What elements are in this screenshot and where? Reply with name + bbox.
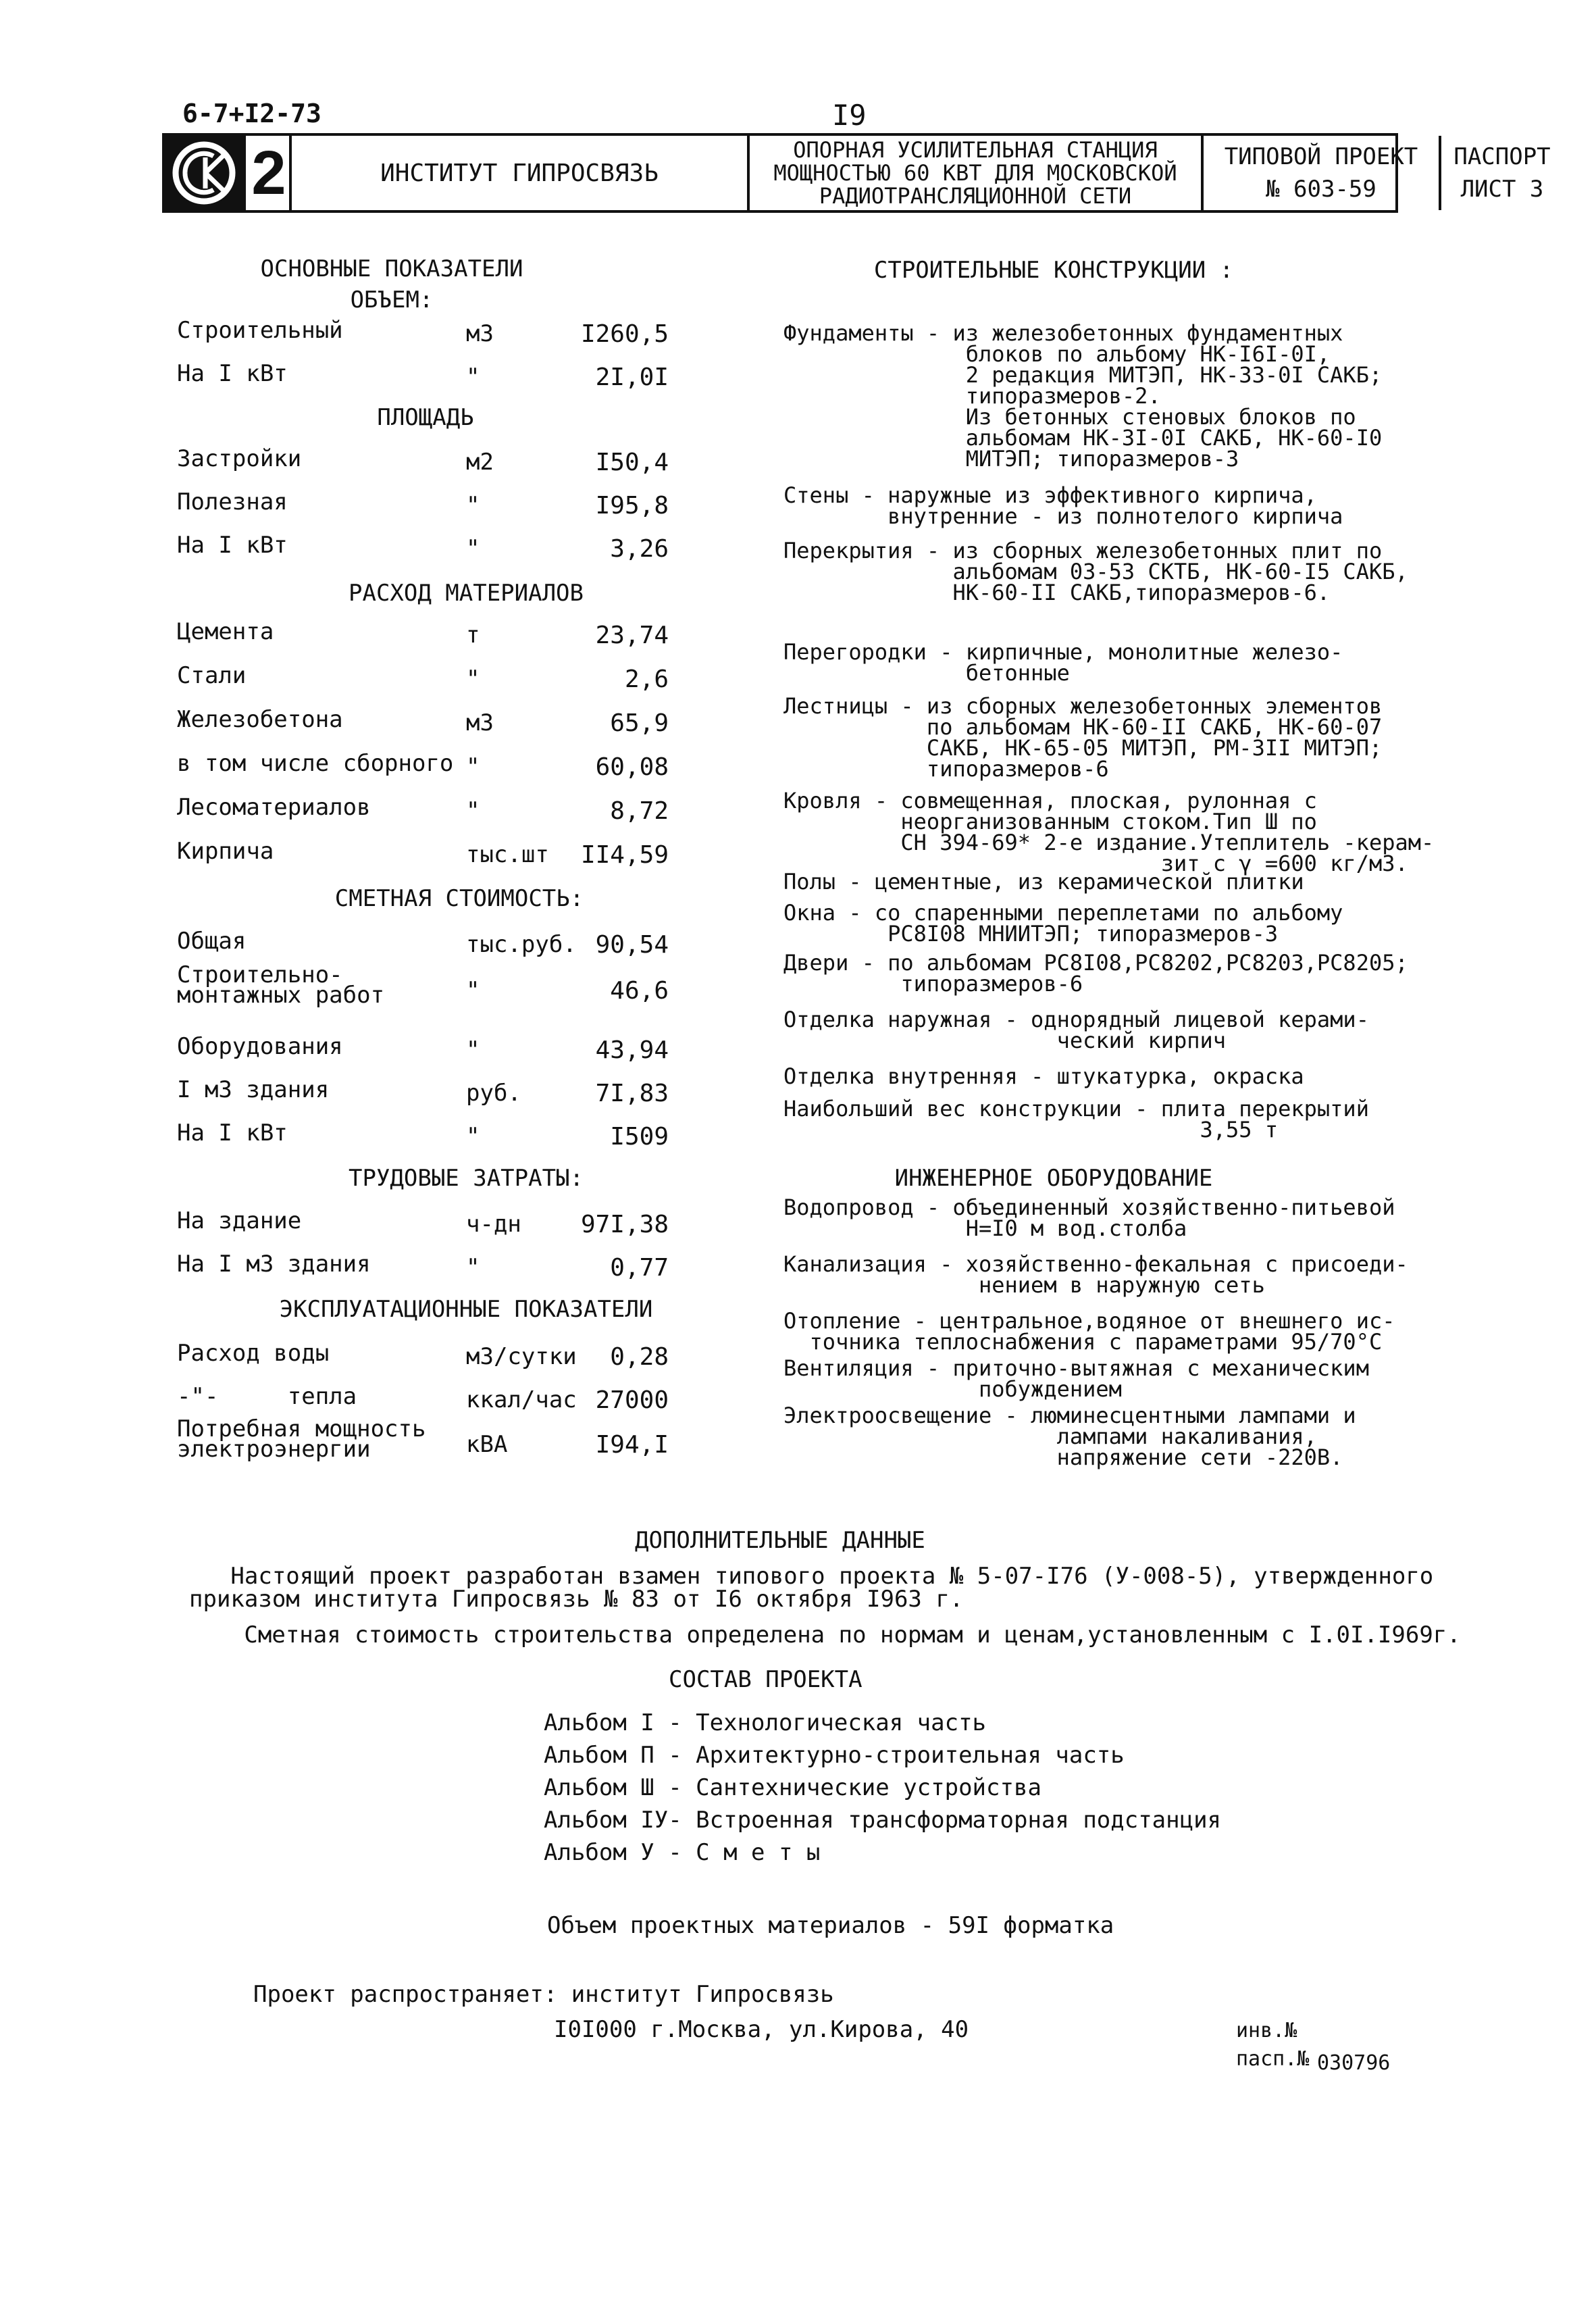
indicator-unit: " — [466, 1254, 480, 1281]
album-item: Альбом Ш - Сантехнические устройства — [544, 1774, 1041, 1801]
area-title: ПЛОЩАДЬ — [377, 404, 474, 431]
indicator-unit: " — [466, 753, 480, 780]
indicator-value: 7I,83 — [595, 1080, 669, 1107]
engineering-title: ИНЖЕНЕРНОЕ ОБОРУДОВАНИЕ — [894, 1165, 1213, 1192]
construction-item: Окна - со спаренными переплетами по альбому РС8I08 МНИИТЭП; типоразмеров-3 — [783, 900, 1343, 947]
indicator-value: I260,5 — [580, 320, 669, 348]
indicator-unit: " — [466, 797, 480, 824]
indicator-unit: " — [466, 1123, 480, 1150]
logo-emblem — [165, 136, 246, 210]
construction-item: Кровля - совмещенная, плоская, рулонная с неорганизованным стоком.Тип Ш по СН 394-69* 2-е издание.Утеплитель -керам- зит с γ =600 кг/м3. — [783, 788, 1435, 876]
passport-number-label: пасп.№ — [1236, 2047, 1310, 2071]
indicator-label: Стали — [177, 662, 247, 689]
indicator-unit: руб. — [466, 1080, 521, 1107]
extra-data-paragraph1: Настоящий проект разработан взамен типового проекта № 5-07-I76 (У-008-5), утвержденного приказом института Гипросвязь № 83 от I6 октября I963 г. — [189, 1563, 1434, 1613]
indicator-label: Общая — [177, 928, 247, 955]
type-project-number: № 603-59 — [1266, 176, 1376, 203]
album-item: Альбом П - Архитектурно-строительная часть — [544, 1742, 1125, 1769]
indicator-value: I509 — [610, 1123, 669, 1151]
project-title-line1: ОПОРНАЯ УСИЛИТЕЛЬНАЯ СТАНЦИЯ — [793, 137, 1158, 163]
engineering-item: Отопление - центральное,водяное от внешнего ис- точника теплоснабжения с параметрами 95/70°С — [783, 1308, 1395, 1355]
engineering-item: Вентиляция - приточно-вытяжная с механическим побуждением — [783, 1355, 1369, 1402]
indicator-unit: " — [466, 1036, 480, 1063]
indicator-unit: " — [466, 977, 480, 1004]
indicator-label: Строительный — [177, 317, 343, 344]
indicator-value: 90,54 — [595, 931, 669, 959]
indicator-value: I50,4 — [595, 449, 669, 476]
indicator-value: I94,I — [595, 1431, 669, 1459]
album-item: Альбом I - Технологическая часть — [544, 1709, 987, 1736]
construction-item: Полы - цементные, из керамической плитки — [783, 869, 1304, 895]
indicator-value: 2,6 — [624, 665, 669, 693]
indicator-label: I м3 здания — [177, 1076, 330, 1103]
materials-title: РАСХОД МАТЕРИАЛОВ — [349, 580, 584, 607]
sk-logo-icon — [165, 136, 246, 210]
indicator-value: 23,74 — [595, 622, 669, 649]
passport-number: 030796 — [1317, 2051, 1391, 2075]
indicator-unit: м2 — [466, 449, 494, 476]
logo-cell — [165, 136, 292, 210]
type-project-label: ТИПОВОЙ ПРОЕКТ — [1224, 143, 1418, 170]
indicator-unit: кВА — [466, 1431, 508, 1458]
type-project — [1204, 136, 1441, 210]
indicator-value: 0,77 — [610, 1254, 669, 1282]
indicator-label: На I кВт — [177, 1120, 288, 1147]
construction-item: Перекрытия - из сборных железобетонных плит по альбомам 03-53 СКТБ, НК-60-I5 САКБ, НК-60-II САКБ,типоразмеров-6. — [783, 538, 1408, 605]
indicator-value: 46,6 — [610, 977, 669, 1005]
indicator-value: 27000 — [595, 1386, 669, 1414]
construction-item: Двери - по альбомам РС8I08,РС8202,РС8203,РС8205; типоразмеров-6 — [783, 950, 1408, 997]
labor-title: ТРУДОВЫЕ ЗАТРАТЫ: — [349, 1165, 584, 1192]
indicator-label: Застройки — [177, 445, 302, 472]
indicator-unit: м3 — [466, 320, 494, 347]
indicator-label: Полезная — [177, 488, 288, 515]
passport-sheet: ЛИСТ 3 — [1460, 176, 1544, 203]
indicator-value: 97I,38 — [580, 1211, 669, 1238]
constructions-title: СТРОИТЕЛЬНЫЕ КОНСТРУКЦИИ : — [873, 257, 1234, 284]
indicator-label: На здание — [177, 1207, 302, 1234]
indicator-value: 0,28 — [610, 1343, 669, 1371]
extra-data-paragraph2: Сметная стоимость строительства определена по нормам и ценам,установленным с I.0I.I969г. — [203, 1621, 1461, 1649]
indicator-value: 43,94 — [595, 1036, 669, 1064]
indicator-label: Строительно- монтажных работ — [177, 961, 385, 1009]
main-indicators-title: ОСНОВНЫЕ ПОКАЗАТЕЛИ — [260, 255, 523, 282]
page-number: I9 — [832, 99, 867, 132]
title-block — [162, 133, 1551, 213]
institute-name: ИНСТИТУТ ГИПРОСВЯЗЬ — [292, 136, 750, 210]
oper-title: ЭКСПЛУАТАЦИОННЫЕ ПОКАЗАТЕЛИ — [279, 1296, 653, 1323]
indicator-value: 60,08 — [595, 753, 669, 781]
indicator-value: 3,26 — [610, 535, 669, 563]
distributor-address: I0I000 г.Москва, ул.Кирова, 40 — [554, 2016, 969, 2043]
materials-volume: Объем проектных материалов - 59I форматка — [547, 1912, 1114, 1939]
passport-label: ПАСПОРТ — [1453, 143, 1551, 170]
indicator-label: Кирпича — [177, 838, 274, 865]
inventory-label: инв.№ — [1236, 2019, 1297, 2042]
indicator-unit: ч-дн — [466, 1211, 521, 1238]
passport-cell — [1441, 136, 1563, 210]
indicator-unit: " — [466, 363, 480, 391]
engineering-item: Водопровод - объединенный хозяйственно-питьевой Н=I0 м вод.столба — [783, 1194, 1395, 1241]
construction-item: Наибольший вес конструкции - плита перекрытий 3,55 т — [783, 1096, 1369, 1142]
indicator-unit: " — [466, 492, 480, 519]
indicator-label: На I кВт — [177, 360, 288, 387]
indicator-value: 8,72 — [610, 797, 669, 825]
indicator-label: Лесоматериалов — [177, 794, 371, 821]
indicator-label: -"- тепла — [177, 1383, 357, 1410]
construction-item: Фундаменты - из железобетонных фундаментных блоков по альбому НК-I6I-0I, 2 редакция МИТЭП, НК-33-0I САКБ; типоразмеров-2. Из бетонных стеновых блоков по альбомам НК-3I-0I САКБ, НК-60-I0 МИТЭП; типоразмеров-3 — [783, 320, 1383, 472]
indicator-label: На I кВт — [177, 532, 288, 559]
project-title-line2: МОЩНОСТЬЮ 60 КВТ ДЛЯ МОСКОВСКОЙ — [773, 160, 1177, 186]
indicator-label: На I м3 здания — [177, 1251, 371, 1278]
engineering-item: Канализация - хозяйственно-фекальная с присоеди- нением в наружную сеть — [783, 1251, 1408, 1298]
indicator-unit: ккал/час — [466, 1386, 577, 1413]
indicator-unit: " — [466, 535, 480, 562]
indicator-unit: м3/сутки — [466, 1343, 577, 1370]
indicator-label: Оборудования — [177, 1033, 343, 1060]
indicator-unit: т — [466, 622, 480, 649]
project-title — [750, 136, 1204, 210]
distributor-line1: Проект распространяет: институт Гипросвязь — [253, 1981, 834, 2008]
volume-title: ОБЪЕМ: — [350, 286, 434, 313]
indicator-unit: тыс.руб. — [466, 931, 577, 958]
indicator-label: в том числе сборного — [177, 750, 454, 777]
composition-title: СОСТАВ ПРОЕКТА — [669, 1666, 863, 1693]
indicator-label: Потребная мощность электроэнергии — [177, 1415, 426, 1463]
indicator-label: Расход воды — [177, 1340, 330, 1367]
project-title-line3: РАДИОТРАНСЛЯЦИОННОЙ СЕТИ — [819, 183, 1132, 209]
document-code: 6-7+I2-73 — [182, 99, 321, 128]
indicator-label: Цемента — [177, 618, 274, 645]
construction-item: Стены - наружные из эффективного кирпича, внутренние - из полнотелого кирпича — [783, 482, 1343, 529]
album-item: Альбом IУ- Встроенная трансформаторная подстанция — [544, 1807, 1222, 1834]
indicator-unit: м3 — [466, 709, 494, 736]
cost-title: СМЕТНАЯ СТОИМОСТЬ: — [334, 885, 584, 912]
construction-item: Отделка наружная - однорядный лицевой керами- ческий кирпич — [783, 1007, 1369, 1053]
indicator-value: II4,59 — [580, 841, 669, 869]
construction-item: Лестницы - из сборных железобетонных элементов по альбомам НК-60-II САКБ, НК-60-07 САКБ, НК-65-05 МИТЭП, РМ-3II МИТЭП; типоразмеров-6 — [783, 693, 1383, 782]
engineering-item: Электроосвещение - люминесцентными лампами и лампами накаливания, напряжение сети -220В. — [783, 1403, 1356, 1470]
indicator-value: I95,8 — [595, 492, 669, 520]
indicator-unit: тыс.шт — [466, 841, 549, 868]
indicator-value: 65,9 — [610, 709, 669, 737]
extra-data-title: ДОПОЛНИТЕЛЬНЫЕ ДАННЫЕ — [635, 1527, 925, 1554]
indicator-label: Железобетона — [177, 706, 343, 733]
indicator-unit: " — [466, 665, 480, 693]
album-item: Альбом У - С м е т ы — [544, 1839, 821, 1866]
construction-item: Отделка внутренняя - штукатурка, окраска — [783, 1063, 1304, 1089]
construction-item: Перегородки - кирпичные, монолитные железо- бетонные — [783, 639, 1343, 686]
logo-number: 2 — [251, 139, 286, 207]
indicator-value: 2I,0I — [595, 363, 669, 391]
